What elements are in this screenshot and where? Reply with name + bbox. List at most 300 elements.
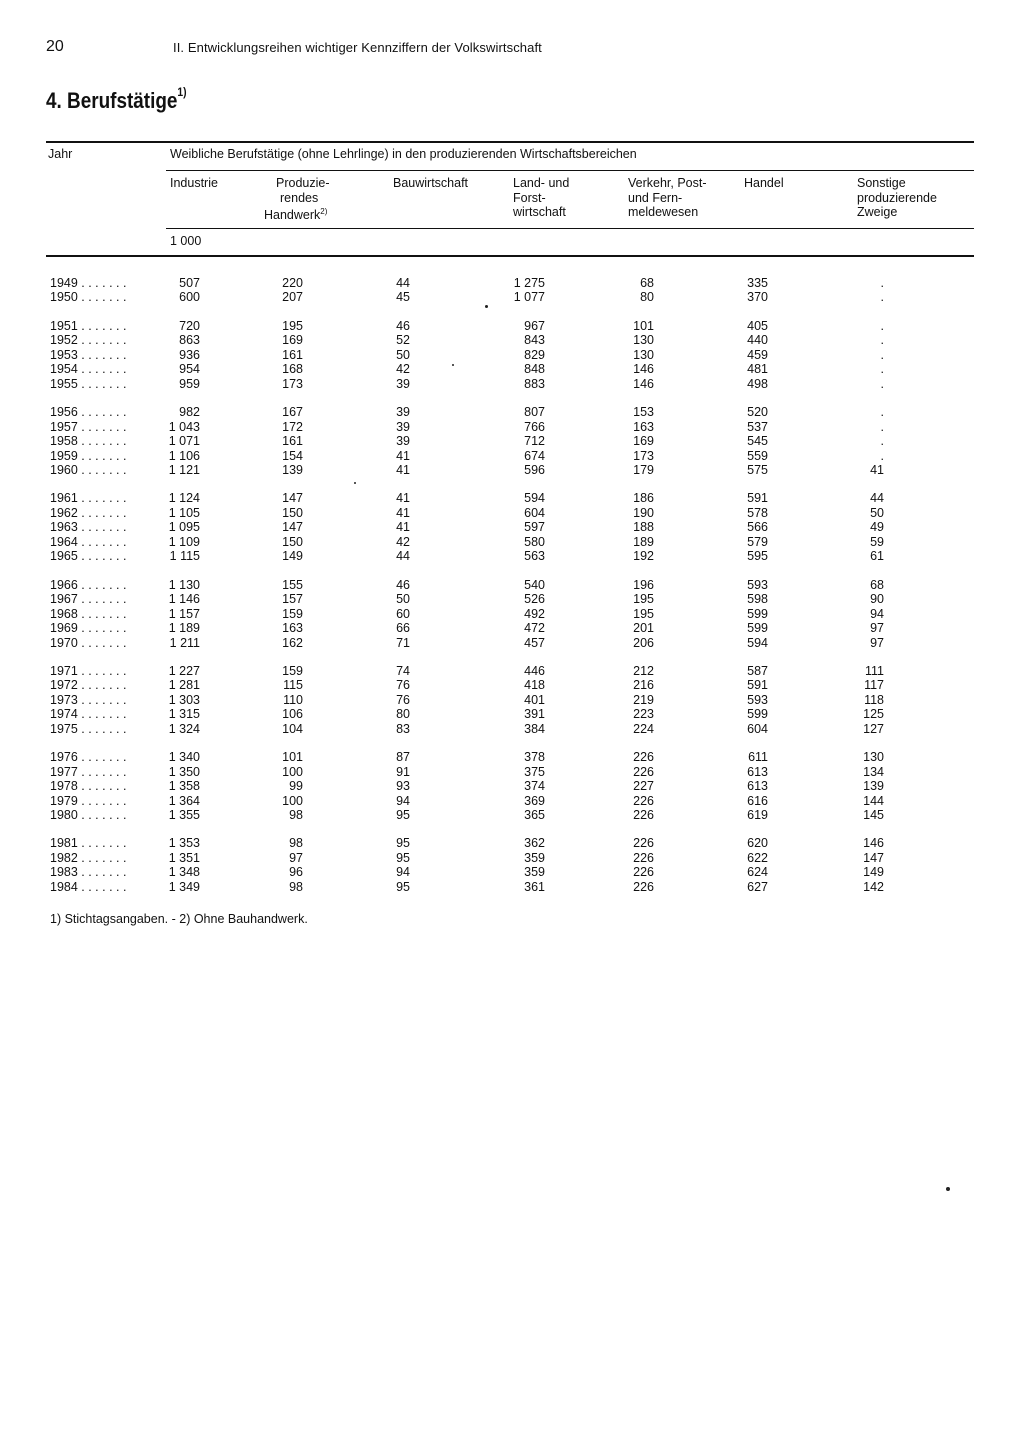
scan-speck — [452, 364, 454, 366]
handwerk-cell: 207 — [282, 290, 303, 305]
bauwirtschaft-cell: 42 — [396, 534, 410, 549]
bauwirtschaft-cell: 52 — [396, 333, 410, 348]
verkehr-cell: 169 — [633, 434, 654, 448]
running-title: II. Entwicklungsreihen wichtiger Kennziffern der Volkswirtschaft — [173, 40, 542, 55]
industrie-cell: 1 355 — [168, 808, 200, 822]
industrie-cell: 863 — [179, 333, 200, 348]
sonstige-cell: 61 — [870, 549, 884, 564]
handwerk-cell: 157 — [282, 592, 303, 607]
col-header-line: wirtschaft — [513, 205, 566, 219]
verkehr-cell: 189 — [633, 534, 654, 549]
verkehr-cell: 206 — [633, 635, 654, 650]
bauwirtschaft-cell: 74 — [396, 663, 410, 678]
verkehr-cell: 195 — [633, 592, 654, 607]
handel-cell: 370 — [747, 290, 768, 305]
table-row — [0, 420, 1024, 435]
handel-cell: 537 — [747, 419, 768, 434]
industrie-cell: 1 105 — [168, 505, 200, 520]
year-cell: 1961 . . . . . . . — [50, 491, 127, 506]
handel-cell: 593 — [747, 692, 768, 707]
verkehr-cell: 188 — [633, 520, 654, 535]
year-cell: 1953 . . . . . . . — [50, 347, 127, 362]
bauwirtschaft-cell: 41 — [396, 505, 410, 520]
col-header-line — [264, 205, 330, 223]
sonstige-cell: 144 — [863, 793, 884, 808]
industrie-cell: 1 095 — [168, 520, 200, 535]
table-row — [0, 506, 1024, 521]
year-cell: 1969 . . . . . . . — [50, 621, 127, 635]
handwerk-cell: 149 — [282, 549, 303, 564]
handwerk-cell: 98 — [289, 836, 303, 851]
handel-cell: 611 — [748, 750, 768, 765]
sonstige-cell: 142 — [863, 879, 884, 894]
land-forst-cell: 843 — [524, 333, 545, 348]
bauwirtschaft-cell: 60 — [396, 606, 410, 621]
year-cell: 1951 . . . . . . . — [50, 318, 127, 333]
sonstige-cell: . — [880, 333, 884, 348]
industrie-cell: 936 — [179, 347, 200, 362]
verkehr-cell: 68 — [640, 276, 654, 290]
table-row — [0, 707, 1024, 722]
bauwirtschaft-cell: 39 — [396, 419, 410, 434]
table-row — [0, 636, 1024, 651]
table-row — [0, 463, 1024, 478]
section-title-text: 4. Berufstätige — [46, 88, 178, 113]
year-cell: 1966 . . . . . . . — [50, 577, 127, 592]
page-number: 20 — [46, 38, 64, 55]
bauwirtschaft-cell: 50 — [396, 347, 410, 362]
sonstige-cell: 111 — [864, 663, 884, 678]
col-header-line: produzierende — [857, 190, 937, 205]
sonstige-cell: 118 — [864, 692, 884, 707]
industrie-cell: 1 324 — [168, 721, 200, 736]
land-forst-cell: 378 — [524, 750, 545, 765]
table-row — [0, 549, 1024, 564]
year-cell: 1955 . . . . . . . — [50, 376, 127, 391]
land-forst-cell: 391 — [524, 707, 545, 722]
industrie-cell: 1 281 — [168, 678, 200, 693]
verkehr-cell: 224 — [633, 721, 654, 736]
scan-speck — [946, 1187, 950, 1191]
land-forst-cell: 766 — [524, 419, 545, 434]
handwerk-cell: 159 — [282, 663, 303, 678]
sonstige-cell: 134 — [863, 764, 884, 779]
industrie-cell: 1 157 — [168, 606, 200, 621]
land-forst-cell: 829 — [524, 347, 545, 362]
year-cell: 1979 . . . . . . . — [50, 793, 127, 808]
table-row — [0, 836, 1024, 851]
sonstige-cell: . — [880, 376, 884, 391]
table-row — [0, 765, 1024, 780]
verkehr-cell: 226 — [633, 865, 654, 880]
sonstige-cell: 125 — [863, 707, 884, 722]
handwerk-cell: 173 — [282, 376, 303, 391]
handwerk-cell: 167 — [282, 405, 303, 420]
handwerk-cell: 99 — [289, 779, 303, 793]
industrie-cell: 1 353 — [168, 836, 200, 851]
industrie-cell: 982 — [179, 405, 200, 420]
land-forst-cell: 374 — [524, 779, 545, 793]
verkehr-cell: 192 — [633, 549, 654, 564]
sonstige-cell: . — [880, 434, 884, 448]
year-cell: 1973 . . . . . . . — [50, 692, 127, 707]
land-forst-cell: 674 — [524, 448, 545, 463]
table-top-rule — [46, 141, 974, 143]
handel-cell: 604 — [747, 721, 768, 736]
scan-speck — [485, 305, 488, 308]
year-cell: 1974 . . . . . . . — [50, 707, 127, 722]
bauwirtschaft-cell: 80 — [396, 707, 410, 722]
verkehr-cell: 190 — [633, 505, 654, 520]
sonstige-cell: . — [880, 318, 884, 333]
industrie-cell: 1 348 — [168, 865, 200, 880]
verkehr-cell: 223 — [633, 707, 654, 722]
industrie-cell: 1 115 — [169, 549, 200, 564]
stub-header: Jahr — [48, 147, 73, 161]
handel-cell: 481 — [747, 362, 768, 377]
spanner-header: Weibliche Berufstätige (ohne Lehrlinge) in den produzierenden Wirtschaftsbereichen — [170, 147, 637, 161]
handel-cell: 624 — [747, 865, 768, 880]
handwerk-cell: 195 — [282, 318, 303, 333]
table-row — [0, 592, 1024, 607]
handwerk-cell: 97 — [289, 850, 303, 865]
sonstige-cell: 130 — [863, 750, 884, 765]
handel-cell: 335 — [747, 276, 768, 290]
col-header-line: rendes — [280, 190, 319, 205]
table-row — [0, 750, 1024, 765]
industrie-cell: 1 350 — [168, 764, 200, 779]
verkehr-cell: 146 — [633, 376, 654, 391]
land-forst-cell: 1 077 — [513, 290, 545, 305]
col-header-line: Handel — [744, 176, 784, 190]
land-forst-cell: 472 — [524, 621, 545, 635]
sonstige-cell: . — [880, 448, 884, 463]
handel-cell: 578 — [747, 505, 768, 520]
bauwirtschaft-cell: 46 — [396, 577, 410, 592]
bauwirtschaft-cell: 39 — [396, 405, 410, 420]
sonstige-cell: 68 — [870, 577, 884, 592]
col-header-handwerk — [264, 176, 330, 223]
year-cell: 1977 . . . . . . . — [50, 764, 127, 779]
industrie-cell: 1 364 — [168, 793, 200, 808]
land-forst-cell: 384 — [524, 721, 545, 736]
industrie-cell: 1 211 — [169, 635, 200, 650]
industrie-cell: 1 071 — [168, 434, 200, 448]
bauwirtschaft-cell: 50 — [396, 592, 410, 607]
verkehr-cell: 130 — [633, 333, 654, 348]
year-cell: 1968 . . . . . . . — [50, 606, 127, 621]
industrie-cell: 720 — [179, 318, 200, 333]
bauwirtschaft-cell: 44 — [396, 549, 410, 564]
land-forst-cell: 540 — [524, 577, 545, 592]
year-cell: 1970 . . . . . . . — [50, 635, 127, 650]
year-cell: 1984 . . . . . . . — [50, 879, 127, 894]
verkehr-cell: 226 — [633, 764, 654, 779]
sonstige-cell: 146 — [863, 836, 884, 851]
handel-cell: 440 — [747, 333, 768, 348]
handel-cell: 613 — [747, 764, 768, 779]
col-header-line: Produzie- — [276, 176, 330, 190]
handwerk-cell: 163 — [282, 621, 303, 635]
handel-cell: 575 — [747, 462, 768, 477]
land-forst-cell: 967 — [524, 318, 545, 333]
handwerk-cell: 100 — [282, 793, 303, 808]
col-header-bauwirtschaft — [393, 176, 468, 191]
sonstige-cell: 90 — [870, 592, 884, 607]
land-forst-cell: 604 — [524, 505, 545, 520]
table-body-rule — [46, 255, 974, 257]
industrie-cell: 959 — [179, 376, 200, 391]
bauwirtschaft-cell: 76 — [396, 678, 410, 693]
handwerk-cell: 139 — [282, 462, 303, 477]
handwerk-cell: 98 — [289, 879, 303, 894]
bauwirtschaft-cell: 45 — [396, 290, 410, 305]
bauwirtschaft-cell: 95 — [396, 836, 410, 851]
year-cell: 1956 . . . . . . . — [50, 405, 127, 420]
industrie-cell: 1 124 — [168, 491, 200, 506]
year-cell: 1958 . . . . . . . — [50, 434, 127, 448]
handel-cell: 579 — [747, 534, 768, 549]
verkehr-cell: 179 — [633, 462, 654, 477]
industrie-cell: 507 — [179, 276, 200, 290]
industrie-cell: 1 189 — [168, 621, 200, 635]
handwerk-cell: 147 — [282, 520, 303, 535]
sonstige-cell: 127 — [863, 721, 884, 736]
handel-cell: 595 — [747, 549, 768, 564]
year-cell: 1959 . . . . . . . — [50, 448, 127, 463]
handel-cell: 520 — [747, 405, 768, 420]
handel-cell: 587 — [747, 663, 768, 678]
land-forst-cell: 361 — [524, 879, 545, 894]
industrie-cell: 1 146 — [168, 592, 200, 607]
bauwirtschaft-cell: 94 — [396, 793, 410, 808]
year-cell: 1978 . . . . . . . — [50, 779, 127, 793]
year-cell: 1952 . . . . . . . — [50, 333, 127, 348]
year-cell: 1950 . . . . . . . — [50, 290, 127, 305]
verkehr-cell: 173 — [633, 448, 654, 463]
handel-cell: 591 — [747, 491, 768, 506]
unit-label: 1 000 — [170, 234, 202, 248]
year-cell: 1954 . . . . . . . — [50, 362, 127, 377]
table-row — [0, 678, 1024, 693]
col-header-line: Bauwirtschaft — [393, 176, 469, 190]
verkehr-cell: 226 — [633, 836, 654, 851]
bauwirtschaft-cell: 39 — [396, 376, 410, 391]
industrie-cell: 1 358 — [168, 779, 200, 793]
handel-cell: 622 — [747, 850, 768, 865]
verkehr-cell: 226 — [633, 808, 654, 822]
industrie-cell: 1 227 — [168, 663, 200, 678]
verkehr-cell: 212 — [633, 663, 654, 678]
verkehr-cell: 163 — [633, 419, 654, 434]
verkehr-cell: 201 — [633, 621, 654, 635]
sonstige-cell: 59 — [870, 534, 884, 549]
handel-cell: 594 — [747, 635, 768, 650]
verkehr-cell: 186 — [633, 491, 654, 506]
handel-cell: 599 — [747, 621, 768, 635]
bauwirtschaft-cell: 66 — [396, 621, 410, 635]
handwerk-cell: 169 — [282, 333, 303, 348]
table-row — [0, 348, 1024, 363]
footnote: 1) Stichtagsangaben. - 2) Ohne Bauhandwerk. — [50, 912, 308, 926]
section-title — [46, 84, 187, 114]
sonstige-cell: 50 — [870, 505, 884, 520]
sonstige-cell: 44 — [870, 491, 884, 506]
year-cell: 1963 . . . . . . . — [50, 520, 127, 535]
year-cell: 1962 . . . . . . . — [50, 505, 127, 520]
year-cell: 1975 . . . . . . . — [50, 721, 127, 736]
industrie-cell: 1 109 — [168, 534, 200, 549]
land-forst-cell: 848 — [524, 362, 545, 377]
industrie-cell: 1 303 — [168, 692, 200, 707]
sonstige-cell: 145 — [863, 808, 884, 822]
land-forst-cell: 526 — [524, 592, 545, 607]
sonstige-cell: 97 — [870, 635, 884, 650]
table-row — [0, 333, 1024, 348]
year-cell: 1971 . . . . . . . — [50, 663, 127, 678]
table-row — [0, 319, 1024, 334]
land-forst-cell: 457 — [524, 635, 545, 650]
bauwirtschaft-cell: 91 — [396, 764, 410, 779]
industrie-cell: 1 121 — [168, 462, 200, 477]
table-row — [0, 621, 1024, 636]
col-header-line: Forst- — [513, 190, 546, 205]
table-row — [0, 535, 1024, 550]
bauwirtschaft-cell: 41 — [396, 491, 410, 506]
verkehr-cell: 196 — [633, 577, 654, 592]
land-forst-cell: 375 — [524, 764, 545, 779]
handwerk-cell: 159 — [282, 606, 303, 621]
table-row — [0, 607, 1024, 622]
col-header-footnote-ref: 2) — [320, 207, 328, 216]
handel-cell: 627 — [747, 879, 768, 894]
year-cell: 1949 . . . . . . . — [50, 276, 127, 290]
sonstige-cell: 147 — [863, 850, 884, 865]
year-cell: 1960 . . . . . . . — [50, 462, 127, 477]
handel-cell: 620 — [747, 836, 768, 851]
section-title-footnote-ref: 1) — [177, 84, 187, 99]
verkehr-cell: 226 — [633, 750, 654, 765]
land-forst-cell: 597 — [524, 520, 545, 535]
industrie-cell: 1 351 — [168, 850, 200, 865]
handwerk-cell: 147 — [282, 491, 303, 506]
handel-cell: 559 — [747, 448, 768, 463]
handel-cell: 405 — [747, 318, 768, 333]
verkehr-cell: 226 — [633, 879, 654, 894]
handwerk-cell: 161 — [282, 434, 303, 448]
year-cell: 1964 . . . . . . . — [50, 534, 127, 549]
handwerk-cell: 150 — [282, 534, 303, 549]
col-header-handel — [744, 176, 784, 191]
year-cell: 1976 . . . . . . . — [50, 750, 127, 765]
land-forst-cell: 580 — [524, 534, 545, 549]
table-row — [0, 377, 1024, 392]
bauwirtschaft-cell: 39 — [396, 434, 410, 448]
scan-speck — [354, 482, 356, 484]
verkehr-cell: 226 — [633, 850, 654, 865]
land-forst-cell: 1 275 — [513, 276, 545, 290]
bauwirtschaft-cell: 46 — [396, 318, 410, 333]
land-forst-cell: 401 — [524, 692, 545, 707]
handwerk-cell: 110 — [283, 692, 303, 707]
bauwirtschaft-cell: 95 — [396, 850, 410, 865]
handwerk-cell: 101 — [282, 750, 303, 765]
col-header-line: Land- und — [513, 176, 570, 190]
bauwirtschaft-cell: 83 — [396, 721, 410, 736]
col-header-line: meldewesen — [628, 205, 699, 219]
industrie-cell: 1 130 — [168, 577, 200, 592]
col-header-sonstige — [857, 176, 937, 220]
year-cell: 1981 . . . . . . . — [50, 836, 127, 851]
col-header-line: Industrie — [170, 176, 218, 190]
table-row — [0, 664, 1024, 679]
land-forst-cell: 359 — [524, 865, 545, 880]
handwerk-cell: 150 — [282, 505, 303, 520]
table-row — [0, 880, 1024, 895]
sonstige-cell: 149 — [863, 865, 884, 880]
table-row — [0, 491, 1024, 506]
handwerk-cell: 154 — [282, 448, 303, 463]
land-forst-cell: 365 — [524, 808, 545, 822]
industrie-cell: 1 349 — [168, 879, 200, 894]
col-header-line: Sonstige — [857, 176, 906, 190]
spanner-rule — [166, 170, 974, 171]
verkehr-cell: 195 — [633, 606, 654, 621]
industrie-cell: 954 — [179, 362, 200, 377]
sonstige-cell: . — [880, 276, 884, 290]
bauwirtschaft-cell: 87 — [396, 750, 410, 765]
bauwirtschaft-cell: 95 — [396, 808, 410, 822]
table-row — [0, 449, 1024, 464]
verkehr-cell: 219 — [633, 692, 654, 707]
handwerk-cell: 104 — [282, 721, 303, 736]
table-row — [0, 405, 1024, 420]
industrie-cell: 1 340 — [168, 750, 200, 765]
sonstige-cell: 97 — [870, 621, 884, 635]
handel-cell: 599 — [747, 606, 768, 621]
table-row — [0, 779, 1024, 794]
table-row — [0, 276, 1024, 291]
table-row — [0, 794, 1024, 809]
col-header-line: Zweige — [857, 205, 898, 219]
table-row — [0, 362, 1024, 377]
verkehr-cell: 153 — [633, 405, 654, 420]
bauwirtschaft-cell: 42 — [396, 362, 410, 377]
verkehr-cell: 146 — [633, 362, 654, 377]
handel-cell: 591 — [747, 678, 768, 693]
year-cell: 1957 . . . . . . . — [50, 419, 127, 434]
table-row — [0, 520, 1024, 535]
table-row — [0, 434, 1024, 449]
handwerk-cell: 100 — [282, 764, 303, 779]
sonstige-cell: 117 — [864, 678, 884, 693]
table-row — [0, 290, 1024, 305]
verkehr-cell: 80 — [640, 290, 654, 305]
handel-cell: 619 — [747, 808, 768, 822]
handwerk-cell: 161 — [282, 347, 303, 362]
land-forst-cell: 446 — [524, 663, 545, 678]
industrie-cell: 1 106 — [168, 448, 200, 463]
sonstige-cell: . — [880, 362, 884, 377]
handel-cell: 613 — [747, 779, 768, 793]
land-forst-cell: 563 — [524, 549, 545, 564]
bauwirtschaft-cell: 95 — [396, 879, 410, 894]
sonstige-cell: . — [880, 419, 884, 434]
bauwirtschaft-cell: 44 — [396, 276, 410, 290]
verkehr-cell: 216 — [633, 678, 654, 693]
year-cell: 1982 . . . . . . . — [50, 850, 127, 865]
year-cell: 1972 . . . . . . . — [50, 678, 127, 693]
